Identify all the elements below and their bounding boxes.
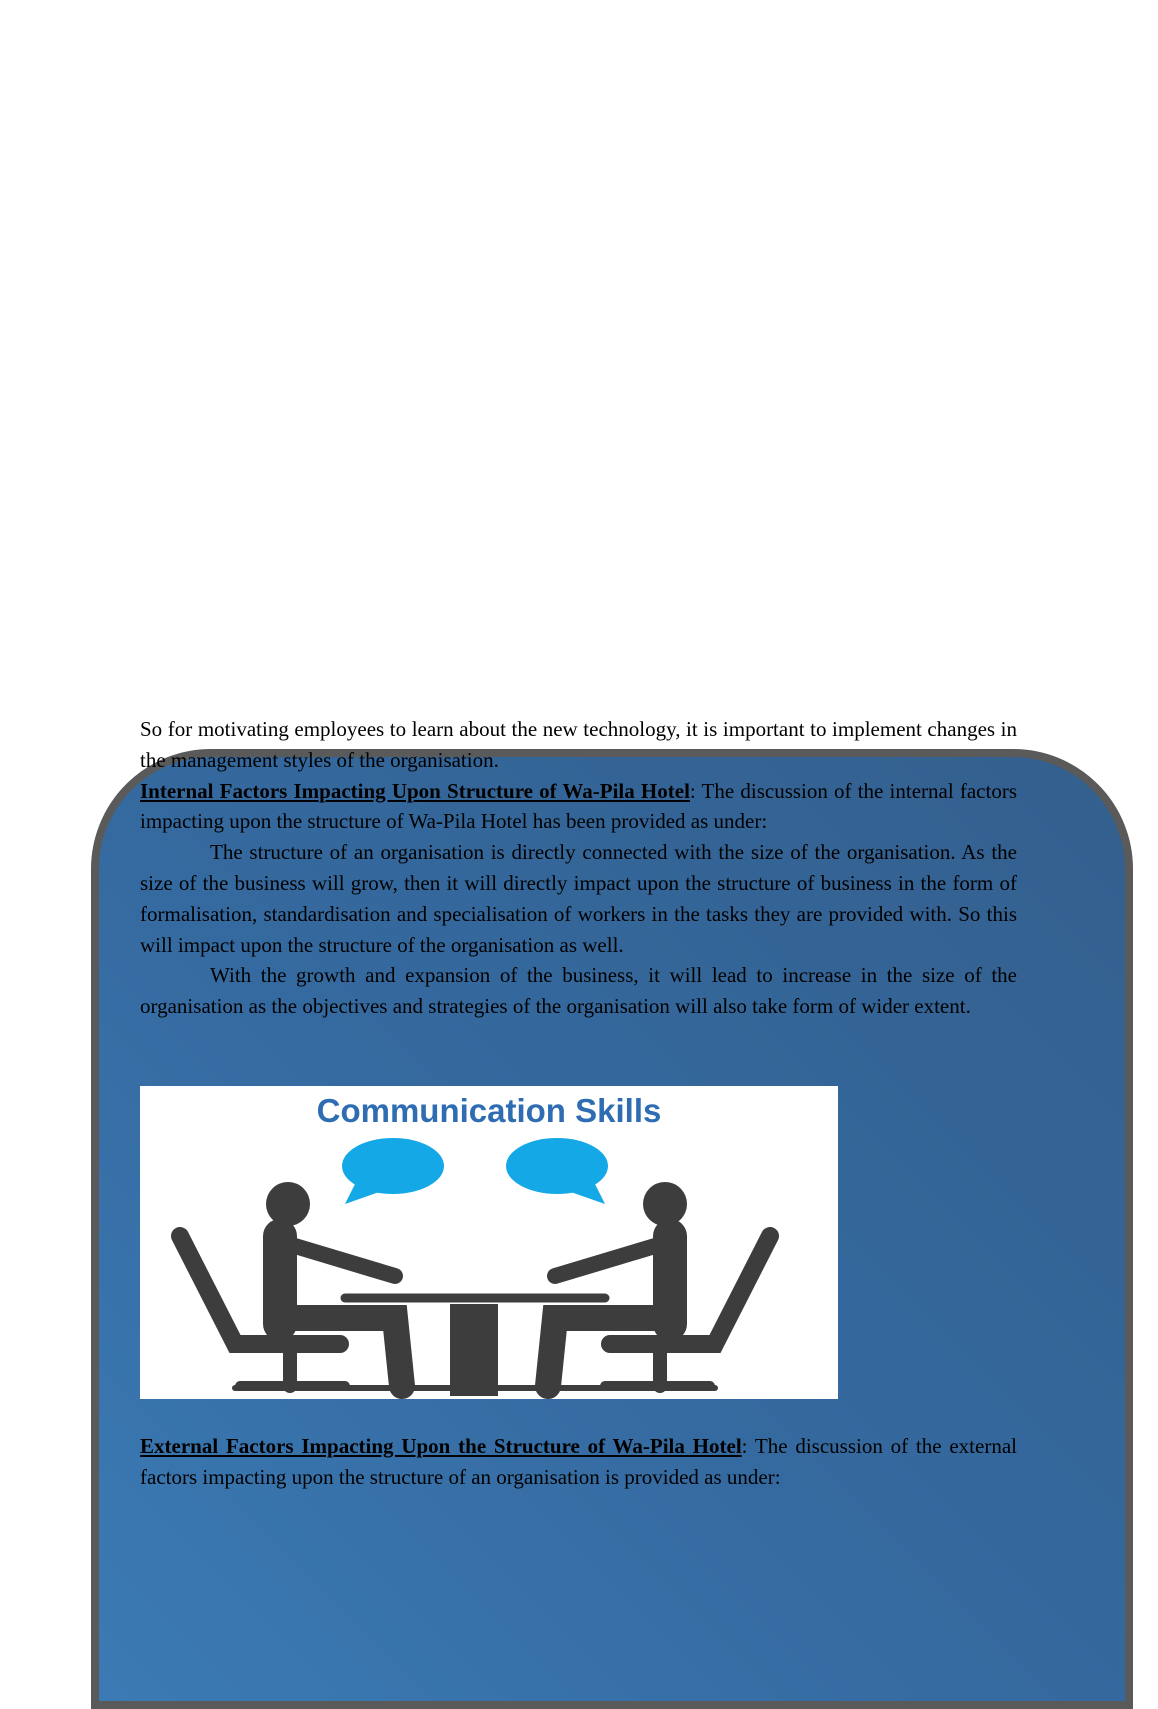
people-at-table-icon bbox=[180, 1182, 770, 1396]
paragraph-external-factors bbox=[140, 1431, 1017, 1493]
paragraph-structure-size: The structure of an organisation is directly connected with the size of the organisation. As the size of the business will grow, then it will directly impact upon the structure of business in the form of formalisation, standardisation and specialisation of workers in the tasks they are provided with. So this will impact upon the structure of the organisation as well. bbox=[140, 840, 1017, 957]
communication-skills-image bbox=[140, 1086, 838, 1399]
internal-factors-heading: Internal Factors Impacting Upon Structure of Wa-Pila Hotel bbox=[140, 778, 690, 803]
internal-factors-intro: : The discussion of the internal factors impacting upon the structure of Wa-Pila Hotel has been provided as under: bbox=[140, 778, 1017, 834]
external-factors-heading: External Factors Impacting Upon the Structure of Wa-Pila Hotel bbox=[140, 1434, 742, 1458]
body-text-top bbox=[140, 714, 1017, 1022]
paragraph-internal-factors bbox=[140, 776, 1017, 838]
speech-bubbles-icon bbox=[342, 1138, 608, 1204]
paragraph-motivation: So for motivating employees to learn about the new technology, it is important to implement changes in the management styles of the organisation. bbox=[140, 717, 1017, 772]
external-factors-intro: : The discussion of the external factors impacting upon the structure of an organisation is provided as under: bbox=[140, 1434, 1017, 1489]
figure-title: Communication Skills bbox=[316, 1092, 662, 1129]
paragraph-growth: With the growth and expansion of the business, it will lead to increase in the size of the organisation as the objectives and strategies of the organisation will also take form of wider extent. bbox=[140, 963, 1017, 1019]
body-text-bottom bbox=[140, 1431, 1017, 1493]
